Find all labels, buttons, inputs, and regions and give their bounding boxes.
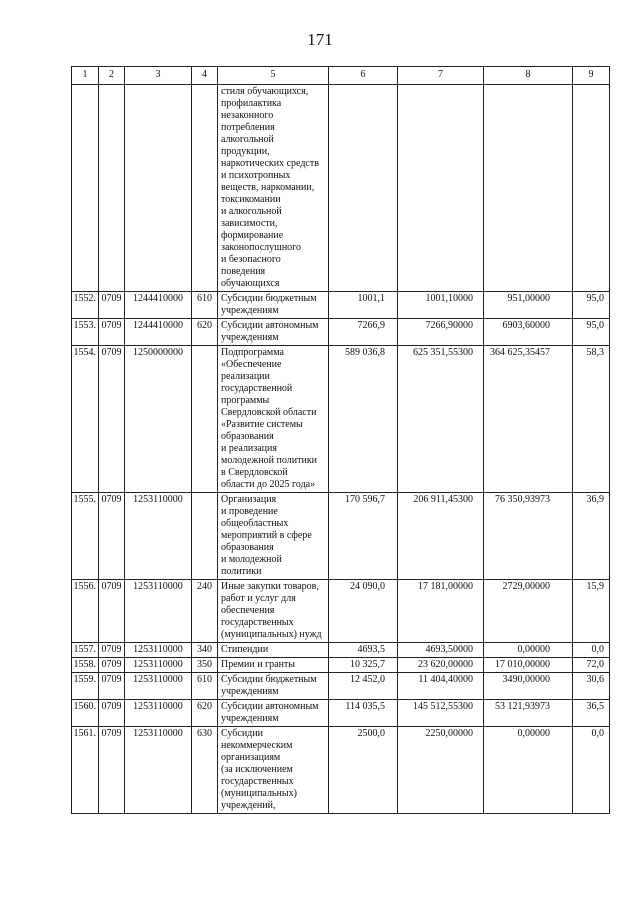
target-code: 1250000000 [125, 346, 192, 493]
expense-type: 340 [192, 643, 218, 658]
description: Премии и гранты [218, 658, 329, 673]
target-code: 1244410000 [125, 319, 192, 346]
expense-type: 240 [192, 580, 218, 643]
table-row [72, 673, 610, 700]
description: Подпрограмма «Обеспечение реализации государственной программы Свердловской области «Развитие системы образования и реализация молодежной политики в Свердловской области до 2025 года» [218, 346, 329, 493]
target-code: 1253110000 [125, 493, 192, 580]
col-header-3: 3 [125, 67, 192, 85]
col-header-7: 7 [398, 67, 484, 85]
row-number: 1557. [72, 643, 99, 658]
continuation-row [72, 85, 610, 292]
table-row [72, 346, 610, 493]
value-col-8: 0,00000 [484, 727, 573, 814]
value-col-8: 76 350,93973 [484, 493, 573, 580]
row-number: 1559. [72, 673, 99, 700]
col-header-9: 9 [573, 67, 610, 85]
percent-col-9: 30,6 [573, 673, 610, 700]
table-row [72, 493, 610, 580]
value-col-7: 4693,50000 [398, 643, 484, 658]
description: Субсидии бюджетным учреждениям [218, 292, 329, 319]
header-row [72, 67, 610, 85]
expense-type [192, 346, 218, 493]
col-header-8: 8 [484, 67, 573, 85]
description: Субсидии некоммерческим организациям (за исключением государственных (муниципальных) учреждений, [218, 727, 329, 814]
row-number: 1555. [72, 493, 99, 580]
section-code: 0709 [99, 673, 125, 700]
value-col-6: 24 090,0 [329, 580, 398, 643]
value-col-7: 1001,10000 [398, 292, 484, 319]
expense-type: 620 [192, 700, 218, 727]
table-row [72, 292, 610, 319]
section-code: 0709 [99, 493, 125, 580]
section-code: 0709 [99, 643, 125, 658]
value-col-7: 23 620,00000 [398, 658, 484, 673]
expense-type: 610 [192, 673, 218, 700]
col-header-1: 1 [72, 67, 99, 85]
expense-type: 630 [192, 727, 218, 814]
value-col-8: 0,00000 [484, 643, 573, 658]
section-code: 0709 [99, 658, 125, 673]
row-number: 1558. [72, 658, 99, 673]
value-col-7: 2250,00000 [398, 727, 484, 814]
col-header-4: 4 [192, 67, 218, 85]
percent-col-9: 95,0 [573, 292, 610, 319]
table-row [72, 580, 610, 643]
row-number: 1560. [72, 700, 99, 727]
target-code: 1253110000 [125, 673, 192, 700]
row-number: 1554. [72, 346, 99, 493]
section-code: 0709 [99, 727, 125, 814]
value-col-6: 589 036,8 [329, 346, 398, 493]
value-col-6: 170 596,7 [329, 493, 398, 580]
description: Организация и проведение общеобластных мероприятий в сфере образования и молодежной политики [218, 493, 329, 580]
value-col-6: 4693,5 [329, 643, 398, 658]
value-col-6: 2500,0 [329, 727, 398, 814]
value-col-6: 114 035,5 [329, 700, 398, 727]
value-col-8: 6903,60000 [484, 319, 573, 346]
table-row [72, 700, 610, 727]
expense-type: 350 [192, 658, 218, 673]
description: Иные закупки товаров, работ и услуг для обеспечения государственных (муниципальных) нужд [218, 580, 329, 643]
value-col-6: 10 325,7 [329, 658, 398, 673]
continuation-text: стиля обучающихся, профилактика незаконного потребления алкогольной продукции, наркотических средств и психотропных веществ, наркомании, токсикомании и алкогольной зависимости, формирование законопослушного и безопасного поведения обучающихся [218, 85, 329, 292]
section-code: 0709 [99, 580, 125, 643]
percent-col-9: 0,0 [573, 643, 610, 658]
description: Субсидии автономным учреждениям [218, 319, 329, 346]
budget-table [71, 66, 610, 814]
value-col-8: 951,00000 [484, 292, 573, 319]
section-code: 0709 [99, 346, 125, 493]
target-code: 1244410000 [125, 292, 192, 319]
value-col-8: 2729,00000 [484, 580, 573, 643]
page-number: 171 [307, 30, 333, 49]
value-col-8: 17 010,00000 [484, 658, 573, 673]
row-number: 1552. [72, 292, 99, 319]
expense-type: 620 [192, 319, 218, 346]
percent-col-9: 36,9 [573, 493, 610, 580]
description: Субсидии бюджетным учреждениям [218, 673, 329, 700]
description: Субсидии автономным учреждениям [218, 700, 329, 727]
target-code: 1253110000 [125, 580, 192, 643]
value-col-8: 53 121,93973 [484, 700, 573, 727]
target-code: 1253110000 [125, 643, 192, 658]
expense-type [192, 493, 218, 580]
percent-col-9: 72,0 [573, 658, 610, 673]
value-col-7: 11 404,40000 [398, 673, 484, 700]
value-col-7: 206 911,45300 [398, 493, 484, 580]
table-row [72, 658, 610, 673]
value-col-7: 625 351,55300 [398, 346, 484, 493]
table-row [72, 319, 610, 346]
section-code: 0709 [99, 292, 125, 319]
table-row [72, 643, 610, 658]
percent-col-9: 58,3 [573, 346, 610, 493]
value-col-6: 12 452,0 [329, 673, 398, 700]
percent-col-9: 15,9 [573, 580, 610, 643]
expense-type: 610 [192, 292, 218, 319]
description: Стипендии [218, 643, 329, 658]
value-col-8: 364 625,35457 [484, 346, 573, 493]
target-code: 1253110000 [125, 658, 192, 673]
col-header-6: 6 [329, 67, 398, 85]
section-code: 0709 [99, 319, 125, 346]
percent-col-9: 0,0 [573, 727, 610, 814]
row-number: 1553. [72, 319, 99, 346]
table-row [72, 727, 610, 814]
value-col-6: 1001,1 [329, 292, 398, 319]
target-code: 1253110000 [125, 700, 192, 727]
value-col-6: 7266,9 [329, 319, 398, 346]
percent-col-9: 36,5 [573, 700, 610, 727]
row-number: 1561. [72, 727, 99, 814]
value-col-8: 3490,00000 [484, 673, 573, 700]
percent-col-9: 95,0 [573, 319, 610, 346]
col-header-2: 2 [99, 67, 125, 85]
value-col-7: 145 512,55300 [398, 700, 484, 727]
row-number: 1556. [72, 580, 99, 643]
value-col-7: 7266,90000 [398, 319, 484, 346]
col-header-5: 5 [218, 67, 329, 85]
value-col-7: 17 181,00000 [398, 580, 484, 643]
target-code: 1253110000 [125, 727, 192, 814]
section-code: 0709 [99, 700, 125, 727]
